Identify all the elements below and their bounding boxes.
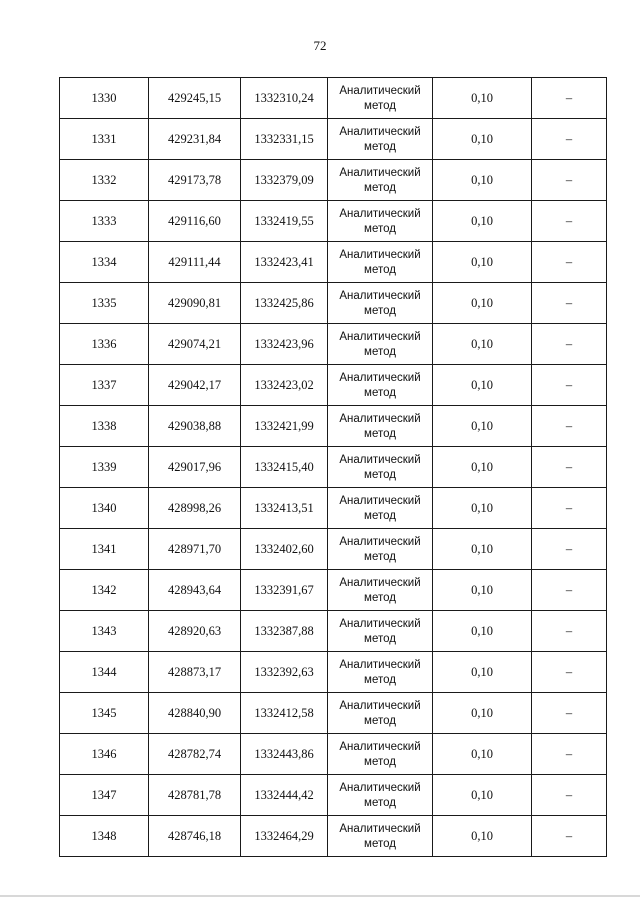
y-coordinate-cell: 1332443,86 [241,734,328,775]
x-coordinate-cell: 428920,63 [149,611,241,652]
method-label-line2: метод [364,469,396,481]
point-number-cell: 1335 [60,283,149,324]
table-row [60,365,607,406]
accuracy-cell: 0,10 [433,611,532,652]
y-coordinate-cell: 1332425,86 [241,283,328,324]
point-number-cell: 1330 [60,78,149,119]
point-number-cell: 1336 [60,324,149,365]
method-label-line2: метод [364,305,396,317]
method-label-line1: Аналитический [339,577,421,589]
method-label-line1: Аналитический [339,659,421,671]
accuracy-cell: 0,10 [433,775,532,816]
accuracy-cell: 0,10 [433,734,532,775]
method-label-line2: метод [364,510,396,522]
method-cell [328,78,433,119]
dash-cell: – [532,611,607,652]
coordinates-table [59,77,607,857]
dash-cell: – [532,365,607,406]
method-label-line1: Аналитический [339,331,421,343]
table-row [60,447,607,488]
method-label-line2: метод [364,838,396,850]
accuracy-cell: 0,10 [433,283,532,324]
x-coordinate-cell: 429074,21 [149,324,241,365]
dash-cell: – [532,78,607,119]
point-number-cell: 1331 [60,119,149,160]
method-label-line2: метод [364,674,396,686]
method-label-line1: Аналитический [339,372,421,384]
method-label-line1: Аналитический [339,290,421,302]
accuracy-cell: 0,10 [433,447,532,488]
y-coordinate-cell: 1332391,67 [241,570,328,611]
x-coordinate-cell: 429173,78 [149,160,241,201]
method-label-line1: Аналитический [339,495,421,507]
accuracy-cell: 0,10 [433,816,532,857]
dash-cell: – [532,816,607,857]
accuracy-cell: 0,10 [433,78,532,119]
accuracy-cell: 0,10 [433,652,532,693]
table-row [60,119,607,160]
dash-cell: – [532,406,607,447]
x-coordinate-cell: 428781,78 [149,775,241,816]
accuracy-cell: 0,10 [433,365,532,406]
method-label-line1: Аналитический [339,741,421,753]
method-label-line2: метод [364,428,396,440]
method-cell [328,488,433,529]
method-label-line1: Аналитический [339,536,421,548]
dash-cell: – [532,775,607,816]
method-cell [328,652,433,693]
method-label-line2: метод [364,633,396,645]
table-row [60,324,607,365]
table-row [60,652,607,693]
table-row [60,529,607,570]
method-label-line1: Аналитический [339,454,421,466]
x-coordinate-cell: 429090,81 [149,283,241,324]
table-row [60,611,607,652]
accuracy-cell: 0,10 [433,406,532,447]
method-cell [328,734,433,775]
y-coordinate-cell: 1332421,99 [241,406,328,447]
page-bottom-edge [0,895,640,897]
x-coordinate-cell: 428873,17 [149,652,241,693]
method-label-line2: метод [364,223,396,235]
dash-cell: – [532,447,607,488]
method-cell [328,775,433,816]
table-row [60,816,607,857]
dash-cell: – [532,570,607,611]
x-coordinate-cell: 429111,44 [149,242,241,283]
dash-cell: – [532,160,607,201]
method-cell [328,693,433,734]
method-label-line1: Аналитический [339,249,421,261]
y-coordinate-cell: 1332412,58 [241,693,328,734]
table-row [60,78,607,119]
x-coordinate-cell: 428782,74 [149,734,241,775]
accuracy-cell: 0,10 [433,324,532,365]
point-number-cell: 1346 [60,734,149,775]
table-row [60,283,607,324]
accuracy-cell: 0,10 [433,529,532,570]
point-number-cell: 1347 [60,775,149,816]
y-coordinate-cell: 1332423,96 [241,324,328,365]
dash-cell: – [532,529,607,570]
method-cell [328,816,433,857]
table-row [60,570,607,611]
method-label-line1: Аналитический [339,782,421,794]
method-cell [328,283,433,324]
y-coordinate-cell: 1332415,40 [241,447,328,488]
y-coordinate-cell: 1332392,63 [241,652,328,693]
dash-cell: – [532,734,607,775]
method-label-line2: метод [364,346,396,358]
method-label-line2: метод [364,182,396,194]
x-coordinate-cell: 428971,70 [149,529,241,570]
point-number-cell: 1339 [60,447,149,488]
dash-cell: – [532,201,607,242]
table-row [60,488,607,529]
method-label-line1: Аналитический [339,85,421,97]
y-coordinate-cell: 1332402,60 [241,529,328,570]
method-cell [328,201,433,242]
point-number-cell: 1344 [60,652,149,693]
table-row [60,160,607,201]
method-label-line1: Аналитический [339,700,421,712]
y-coordinate-cell: 1332387,88 [241,611,328,652]
method-cell [328,324,433,365]
method-label-line1: Аналитический [339,208,421,220]
dash-cell: – [532,693,607,734]
point-number-cell: 1333 [60,201,149,242]
y-coordinate-cell: 1332331,15 [241,119,328,160]
y-coordinate-cell: 1332419,55 [241,201,328,242]
method-label-line2: метод [364,797,396,809]
x-coordinate-cell: 428840,90 [149,693,241,734]
dash-cell: – [532,242,607,283]
method-label-line1: Аналитический [339,413,421,425]
y-coordinate-cell: 1332464,29 [241,816,328,857]
method-label-line1: Аналитический [339,618,421,630]
dash-cell: – [532,283,607,324]
method-label-line1: Аналитический [339,126,421,138]
method-label-line2: метод [364,551,396,563]
accuracy-cell: 0,10 [433,160,532,201]
x-coordinate-cell: 429038,88 [149,406,241,447]
method-label-line2: метод [364,756,396,768]
table-row [60,693,607,734]
method-label-line2: метод [364,141,396,153]
x-coordinate-cell: 429116,60 [149,201,241,242]
point-number-cell: 1343 [60,611,149,652]
point-number-cell: 1337 [60,365,149,406]
method-label-line2: метод [364,387,396,399]
point-number-cell: 1332 [60,160,149,201]
method-cell [328,160,433,201]
method-label-line2: метод [364,592,396,604]
x-coordinate-cell: 429042,17 [149,365,241,406]
x-coordinate-cell: 428998,26 [149,488,241,529]
method-label-line2: метод [364,100,396,112]
method-cell [328,447,433,488]
accuracy-cell: 0,10 [433,119,532,160]
accuracy-cell: 0,10 [433,693,532,734]
dash-cell: – [532,652,607,693]
y-coordinate-cell: 1332423,02 [241,365,328,406]
x-coordinate-cell: 429231,84 [149,119,241,160]
accuracy-cell: 0,10 [433,201,532,242]
y-coordinate-cell: 1332310,24 [241,78,328,119]
table-row [60,242,607,283]
point-number-cell: 1340 [60,488,149,529]
point-number-cell: 1338 [60,406,149,447]
point-number-cell: 1334 [60,242,149,283]
y-coordinate-cell: 1332379,09 [241,160,328,201]
x-coordinate-cell: 428746,18 [149,816,241,857]
method-label-line2: метод [364,715,396,727]
method-label-line2: метод [364,264,396,276]
dash-cell: – [532,119,607,160]
table-row [60,775,607,816]
table-row [60,734,607,775]
method-cell [328,529,433,570]
y-coordinate-cell: 1332444,42 [241,775,328,816]
y-coordinate-cell: 1332413,51 [241,488,328,529]
accuracy-cell: 0,10 [433,488,532,529]
method-cell [328,611,433,652]
point-number-cell: 1341 [60,529,149,570]
x-coordinate-cell: 428943,64 [149,570,241,611]
dash-cell: – [532,324,607,365]
table-row [60,406,607,447]
coordinates-table-body [60,78,607,857]
point-number-cell: 1342 [60,570,149,611]
dash-cell: – [532,488,607,529]
method-cell [328,365,433,406]
point-number-cell: 1345 [60,693,149,734]
method-label-line1: Аналитический [339,823,421,835]
page-number: 72 [313,38,327,53]
method-cell [328,119,433,160]
accuracy-cell: 0,10 [433,570,532,611]
method-cell [328,570,433,611]
table-row [60,201,607,242]
y-coordinate-cell: 1332423,41 [241,242,328,283]
method-cell [328,406,433,447]
accuracy-cell: 0,10 [433,242,532,283]
point-number-cell: 1348 [60,816,149,857]
method-cell [328,242,433,283]
x-coordinate-cell: 429245,15 [149,78,241,119]
method-label-line1: Аналитический [339,167,421,179]
x-coordinate-cell: 429017,96 [149,447,241,488]
